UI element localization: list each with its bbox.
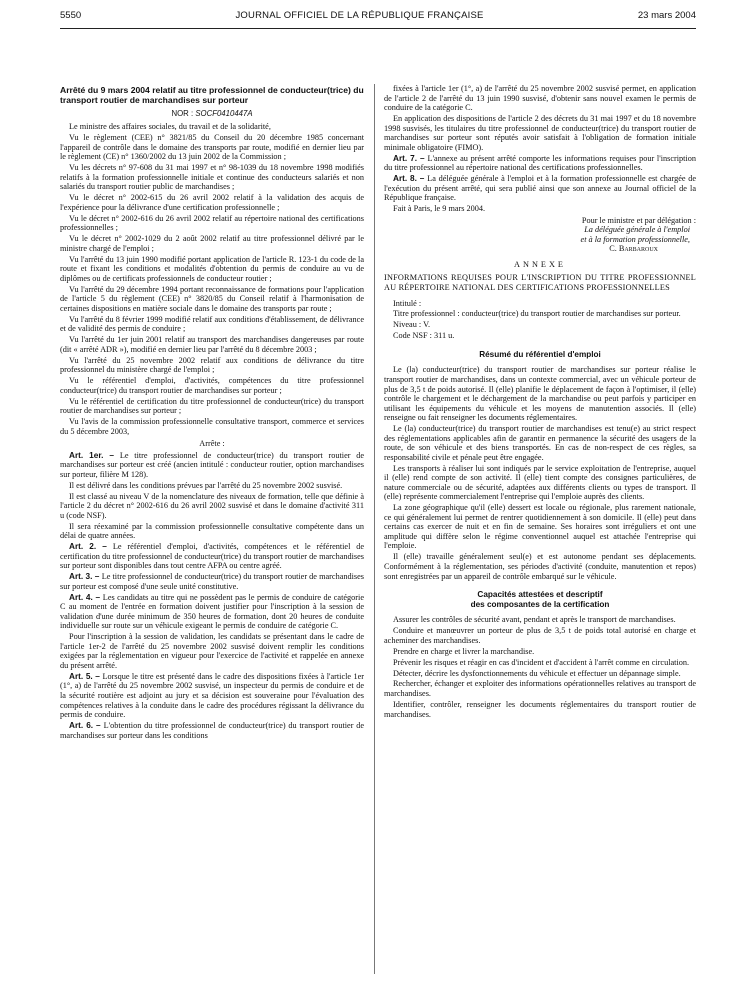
article <box>60 593 364 631</box>
article <box>60 721 364 740</box>
article-paragraph: Pour l'inscription à la session de validation, les candidats se présentant dans le cadre de l'article 1er-2 de l'arrêté du 25 novembre 2002 susvisé doivent remplir les conditions exigées par la réglementation en vigueur pour l'exercice de l'activité et rappelée en annexe du présent arrêté. <box>60 632 364 670</box>
article-paragraph: Il est classé au niveau V de la nomenclature des niveaux de formation, telle que définie à l'article 2 du décret n° 2002-616 du 26 avril 2002 susvisé et dans le domaine d'activité 311 u (code NSF). <box>60 491 364 520</box>
annexe-heading: ANNEXE <box>514 259 566 269</box>
left-column <box>60 86 364 741</box>
visa-paragraph: Vu l'arrêté du 1er juin 2001 relatif au transport des marchandises dangereuses par route (dit « arrêté ADR »), modifié en dernier lieu par l'arrêté du 8 décembre 2003 ; <box>60 335 364 354</box>
arrete-label: Arrête : <box>199 439 225 449</box>
capacite-item: Prendre en charge et livrer la marchandise. <box>393 646 535 656</box>
capacites-heading <box>384 590 696 609</box>
article <box>384 154 696 173</box>
page-header <box>60 10 696 28</box>
visa-paragraph: Vu l'arrêté du 8 février 1999 modifié relatif aux conditions d'établissement, de délivrance et de validité des permis de conduire ; <box>60 314 364 334</box>
article-text: Lorsque le titre est présenté dans le cadre des dispositions fixées à l'article 1er (1°, a) de l'arrêté du 25 novembre 2002 susvisé, un inspecteur du permis de conduire et de la sécurité routière est adjoint au jury et sa décision est souveraine pour l'évaluation des compétences relatives à la conduite dans le cadre des procédures régissant la délivrance du permis de conduire. <box>60 671 365 720</box>
resume-text <box>384 365 696 581</box>
visa-paragraph: Vu le référentiel de certification du titre professionnel de conducteur(trice) du transport routier de marchandises sur porteur ; <box>60 396 364 416</box>
resume-paragraph: La zone géographique qu'il (elle) dessert est locale ou régionale, plus rarement nationale, ce qui généralement lui permet de rentrer quotidiennement à son domicile. Il (elle) peut dans certains cas exercer de nuit et en fin de semaine. Ses horaires sont irréguliers et ont une amplitude qui diffère selon le régime conventionnel auquel est attachée l'entreprise qui l'emploie. <box>384 503 696 551</box>
visa-paragraph: Vu l'avis de la commission professionnelle consultative transport, commerce et services du 5 décembre 2003, <box>60 417 364 436</box>
capacites-heading-line1: Capacités attestées et descriptif <box>477 590 603 600</box>
visa-paragraph: Vu le règlement (CEE) n° 3821/85 du Conseil du 20 décembre 1985 concernant l'appareil de contrôle dans le domaine des transports par route, modifié en dernier lieu par le règlement (CE) n° 1360/2002 du 13 juin 2002 de la Commission ; <box>60 133 364 162</box>
nor-reference <box>60 109 364 119</box>
article-list <box>60 451 364 740</box>
visa-paragraph: Vu l'arrêté du 13 juin 1990 modifié portant application de l'article R. 123-1 du code de la route et fixant les conditions et modalités d'obtention du permis de conduire au vu de diplômes ou de certificats professionnels de conducteur routier ; <box>60 254 364 283</box>
capacite-item: Détecter, décrire les dysfonctionnements du véhicule et effectuer un dépannage simple. <box>393 668 681 678</box>
journal-title: JOURNAL OFFICIEL DE LA RÉPUBLIQUE FRANÇAISE <box>235 10 484 21</box>
signature-intro: Pour le ministre et par délégation : <box>581 215 696 225</box>
visa-list <box>60 122 364 436</box>
header-rule <box>60 28 696 29</box>
visa-paragraph: Vu l'arrêté du 29 décembre 1994 portant reconnaissance de formations pour l'application de l'article 5 du règlement (CEE) n° 3820/85 du Conseil relatif à l'harmonisation de certaines dispositions en matière sociale dans le domaine des transports par route ; <box>60 284 364 313</box>
article-text: Le référentiel d'emploi, d'activités, compétences et le référentiel de certification du titre professionnel de conducteur(trice) du transport routier de marchandises sur porteur sont disponibles dans tout centre AFPA ou centre agréé. <box>60 542 365 571</box>
article-label: Art. 1er. – <box>69 450 120 460</box>
page-number: 5550 <box>60 10 82 21</box>
capacite-item: Prévenir les risques et réagir en cas d'incident et d'accident à l'arrêt comme en circulation. <box>393 657 690 667</box>
capacites-list <box>384 615 696 719</box>
titre-professionnel: Titre professionnel : conducteur(trice) du transport routier de marchandises sur porteur. <box>393 309 681 319</box>
visa-paragraph: Vu le décret n° 2002-615 du 26 avril 2002 relatif à la validation des acquis de l'expérience pour la délivrance d'une certification professionnelle ; <box>60 193 364 212</box>
issue-date: 23 mars 2004 <box>637 10 696 21</box>
niveau: Niveau : V. <box>393 320 431 330</box>
visa-paragraph: Vu le décret n° 2002-616 du 26 avril 2002 relatif au répertoire national des certifications professionnelles ; <box>60 213 364 233</box>
resume-paragraph: Le (la) conducteur(trice) du transport routier de marchandises est tenu(e) au strict respect des réglementations applicables afin de garantir en permanence la sécurité des usagers de la route, de son véhicule et des biens transportés. En cas de non-respect de ces règles, sa responsabilité civile et pénale peut être engagée. <box>384 424 696 462</box>
signature-role-1: La déléguée générale à l'emploi <box>584 225 690 235</box>
resume-heading: Résumé du référentiel d'emploi <box>479 349 601 359</box>
visa-paragraph: Vu les décrets n° 97-608 du 31 mai 1997 et n° 98-1039 du 18 novembre 1998 modifiés relatifs à la formation professionnelle initiale et continue des conducteurs salariés et non salariés du transport routier public de marchandises ; <box>60 163 364 192</box>
article-label: Art. 8. – <box>393 174 428 184</box>
capacite-item: Conduire et manœuvrer un porteur de plus de 3,5 t de poids total autorisé en charge et acheminer des marchandises. <box>384 626 696 645</box>
capacite-item: Assurer les contrôles de sécurité avant, pendant et après le transport de marchandises. <box>393 615 676 625</box>
article-label: Art. 4. – <box>69 592 103 602</box>
article-label: Art. 7. – <box>393 153 428 163</box>
article-text: Le titre professionnel de conducteur(trice) du transport routier de marchandises sur porteur est créé (ancien intitulé : conducteur routier, option marchandises sur porteur, filière M 128). <box>60 450 364 479</box>
capacite-item: Rechercher, échanger et exploiter des informations opérationnelles relatives au transport de marchandises. <box>384 679 696 699</box>
article-text: L'annexe au présent arrêté comporte les informations requises pour l'inscription du titre professionnel au répertoire national des certifications professionnelles. <box>384 153 696 173</box>
continuation-paragraph: fixées à l'article 1er (1°, a) de l'arrêté du 25 novembre 2002 susvisé permet, en application de l'article 2 de l'arrêté du 13 juin 1990 susvisé, d'obtenir sans nouvel examen le permis de conduire de la catégorie C. <box>384 84 696 113</box>
continuation-paragraph: En application des dispositions de l'article 2 des décrets du 31 mai 1997 et du 18 novembre 1998 susvisés, les titulaires du titre professionnel de conducteur(trice) du transport routier de marchandises sur porteur sont réputés avoir satisfait à l'obligation de formation initiale minimale obligatoire (FIMO). <box>384 114 696 152</box>
nor-value: SOCF0410447A <box>195 108 253 118</box>
code-nsf: Code NSF : 311 u. <box>393 331 455 341</box>
article-text: Les candidats au titre qui ne possèdent pas le permis de conduire de catégorie C au moment de l'entrée en formation doivent justifier pour l'inscription à la session de validation d'une durée minimum de 350 heures de formation, dont 20 heures de conduite individuelle sur route sur un véhicule exigeant le permis de conduire de catégorie C. <box>60 592 364 631</box>
visa-paragraph: Vu l'arrêté du 25 novembre 2002 relatif aux conditions de délivrance du titre professionnel du ministère chargé de l'emploi ; <box>60 355 364 375</box>
column-divider <box>374 84 375 974</box>
article-text: La déléguée générale à l'emploi et à la formation professionnelle est chargée de l'exécution du présent arrêté, qui sera publié ainsi que son annexe au Journal officiel de la République française. <box>384 174 696 203</box>
signature-role-2: et à la formation professionnelle, <box>580 234 690 244</box>
capacite-item: Identifier, contrôler, renseigner les documents réglementaires du transport routier de marchandises. <box>384 699 696 719</box>
article-paragraph: Il est délivré dans les conditions prévues par l'arrêté du 25 novembre 2002 susvisé. <box>69 480 343 490</box>
visa-paragraph: Le ministre des affaires sociales, du travail et de la solidarité, <box>69 122 271 132</box>
article-label: Art. 5. – <box>69 671 103 681</box>
intitule-label: Intitulé : <box>393 298 422 308</box>
resume-paragraph: Il (elle) travaille généralement seul(e) et est autonome pendant ses déplacements. Conformément à la réglementation, ses périodes d'activité (conduite, manutention et repos) sont enregistrées par un appareil de contrôle embarqué sur le véhicule. <box>384 552 696 581</box>
visa-paragraph: Vu le référentiel d'emploi, d'activités, compétences du titre professionnel conducteur(trice) du transport routier de marchandises sur porteur ; <box>60 376 364 395</box>
article-list-right <box>384 154 696 203</box>
decree-title: Arrêté du 9 mars 2004 relatif au titre professionnel de conducteur(trice) du transport routier de marchandises sur porteur <box>60 85 364 105</box>
article-label: Art. 2. – <box>69 542 113 552</box>
annexe-caption: INFORMATIONS REQUISES POUR L'INSCRIPTION DU TITRE PROFESSIONNEL AU RÉPERTOIRE NATIONAL DES CERTIFICATIONS PROFESSIONNELLES <box>384 273 696 292</box>
article-label: Art. 6. – <box>69 721 104 730</box>
article <box>60 451 364 480</box>
resume-paragraph: Le (la) conducteur(trice) du transport routier de marchandises sur porteur réalise le transport routier de marchandises, dans un contexte commercial, avec un véhicule porteur de plus de 3,5 t de poids autorisé. Il (elle) planifie le déplacement de façon à l'optimiser, il (elle) contrôle le chargement et le déchargement de la marchandise ou peut parfois y participer en utilisant les équipements du véhicule et les moyens de manutention associés. Il (elle) renseigne ou fait renseigner les documents réglementaires. <box>384 365 696 423</box>
article <box>60 542 364 571</box>
nor-label: NOR : <box>171 108 194 118</box>
article-text: L'obtention du titre professionnel de conducteur(trice) du transport routier de marchandises sur porteur dans les conditions <box>60 721 364 740</box>
fait-line: Fait à Paris, le 9 mars 2004. <box>393 204 486 214</box>
right-column <box>384 84 696 720</box>
continuation-text <box>384 84 696 152</box>
article-text: Le titre professionnel de conducteur(trice) du transport routier de marchandises sur porteur est composé d'une seule unité constitutive. <box>60 572 364 591</box>
article <box>60 572 364 591</box>
article-label: Art. 3. – <box>69 572 102 582</box>
capacites-heading-line2: des composantes de la certification <box>470 599 610 609</box>
article <box>60 672 364 720</box>
article <box>384 174 696 203</box>
resume-paragraph: Les transports à réaliser lui sont indiqués par le service exploitation de l'entreprise, auquel il (elle) rend compte de son activité. Il (elle) tient compte des consignes particulières, de nature commerciale ou de sécurité, adaptées aux différents clients ou types de transport. Il (elle) représente commercialement l'entreprise qui l'emploie auprès des clients. <box>384 463 696 502</box>
visa-paragraph: Vu le décret n° 2002-1029 du 2 août 2002 relatif au titre professionnel délivré par le ministre chargé de l'emploi ; <box>60 234 364 253</box>
signature-name: C. Barbaroux <box>609 244 658 254</box>
article-paragraph: Il sera réexaminé par la commission professionnelle consultative compétente dans un délai de quatre années. <box>60 521 364 541</box>
